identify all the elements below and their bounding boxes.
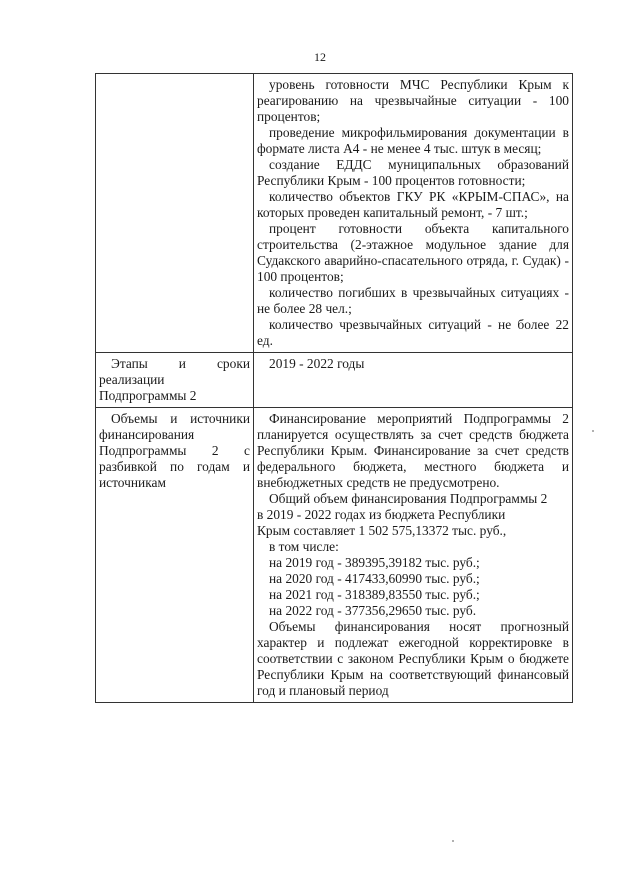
stages-label: Этапы и сроки реализации Подпрограммы 2 bbox=[99, 356, 250, 403]
financing-paragraph-1: Финансирование мероприятий Подпрограммы 2 планируется осуществлять за счет средств бюджета Республики Крым. Финансирование за счет средств федерального бюджета, местного бюджета и внебюджетных средств не предусмотрено. bbox=[257, 411, 569, 490]
financing-year-line: на 2019 год - 389395,39182 тыс. руб.; bbox=[269, 555, 480, 570]
financing-paragraph-3: Объемы финансирования носят прогнозный характер и подлежат ежегодной корректировке в соответствии с законом Республики Крым о бюджете Республики Крым на соответствующий финансовый год и плановый период bbox=[257, 619, 569, 698]
indicator-item: количество чрезвычайных ситуаций - не более 22 ед. bbox=[257, 317, 569, 348]
financing-year-line: на 2020 год - 417433,60990 тыс. руб.; bbox=[269, 571, 480, 586]
scan-speck bbox=[592, 430, 594, 432]
page-number: 12 bbox=[314, 50, 326, 64]
indicators-cell bbox=[254, 74, 573, 353]
financing-total-line: Общий объем финансирования Подпрограммы 2 bbox=[269, 491, 548, 506]
table-row-indicators bbox=[96, 74, 573, 353]
financing-cell bbox=[254, 408, 573, 703]
financing-label: Объемы и источники финансирования Подпрограммы 2 с разбивкой по годам и источникам bbox=[99, 411, 250, 490]
table-row-stages bbox=[96, 353, 573, 408]
financing-label-cell bbox=[96, 408, 254, 703]
financing-year-line: на 2022 год - 377356,29650 тыс. руб. bbox=[269, 603, 477, 618]
scan-speck bbox=[452, 840, 454, 842]
financing-total-line: в том числе: bbox=[269, 539, 339, 554]
indicator-item: проведение микрофильмирования документации в формате листа А4 - не менее 4 тыс. штук в месяц; bbox=[257, 125, 569, 156]
financing-total-line: Крым составляет 1 502 575,13372 тыс. руб., bbox=[257, 523, 507, 538]
stages-label-cell bbox=[96, 353, 254, 408]
indicators-label-cell bbox=[96, 74, 254, 353]
indicator-item: создание ЕДДС муниципальных образований Республики Крым - 100 процентов готовности; bbox=[257, 157, 569, 188]
indicator-item: количество объектов ГКУ РК «КРЫМ-СПАС», на которых проведен капитальный ремонт, - 7 шт.; bbox=[257, 189, 569, 220]
indicator-item: уровень готовности МЧС Республики Крым к реагированию на чрезвычайные ситуации - 100 процентов; bbox=[257, 77, 569, 124]
financing-total-line: в 2019 - 2022 годах из бюджета Республики bbox=[257, 507, 506, 522]
stages-cell bbox=[254, 353, 573, 408]
indicator-item: количество погибших в чрезвычайных ситуациях - не более 28 чел.; bbox=[257, 285, 569, 316]
passport-table bbox=[95, 73, 573, 703]
table-row-financing bbox=[96, 408, 573, 703]
financing-year-line: на 2021 год - 318389,83550 тыс. руб.; bbox=[269, 587, 480, 602]
stages-value: 2019 - 2022 годы bbox=[269, 356, 365, 371]
indicator-item: процент готовности объекта капитального строительства (2-этажное модульное здание для Судакского аварийно-спасательного отряда, г. Судак) - 100 процентов; bbox=[257, 221, 569, 284]
